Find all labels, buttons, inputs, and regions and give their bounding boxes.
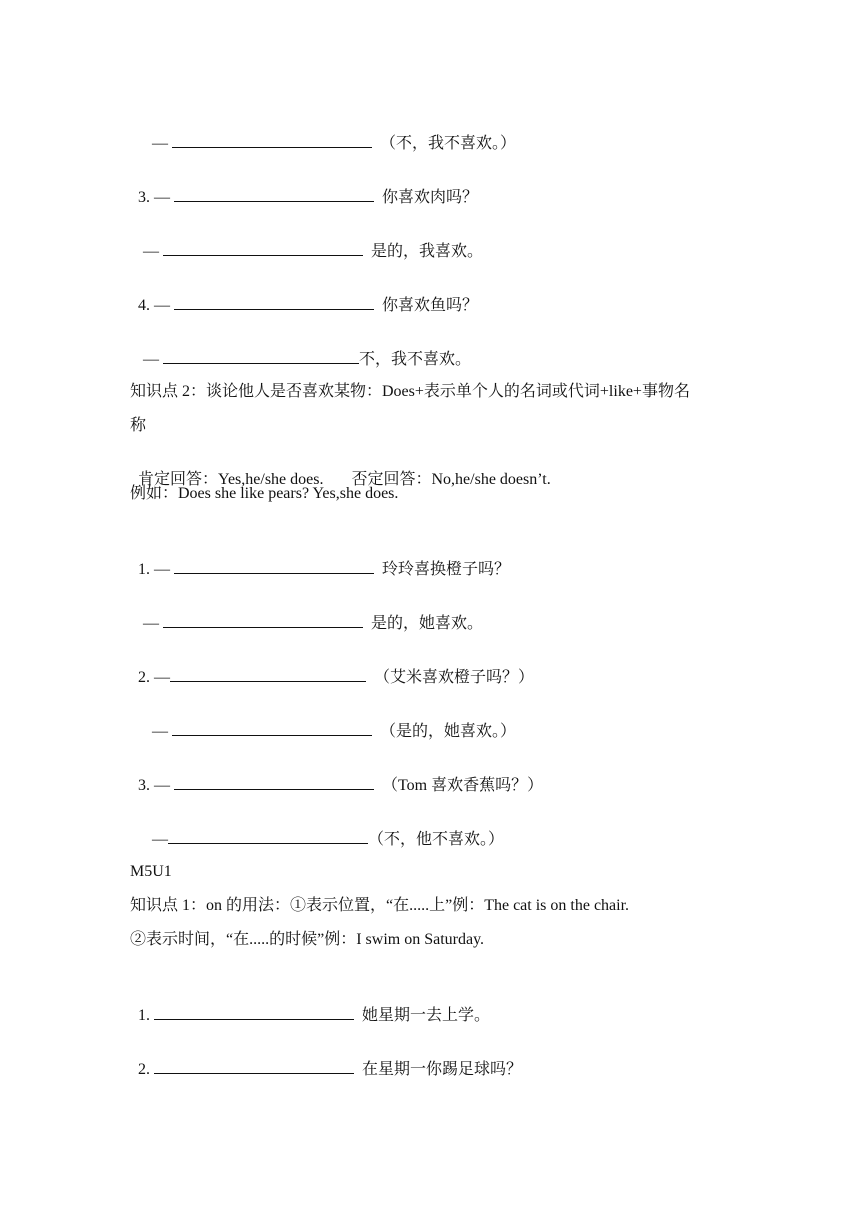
- exercise-line: [135, 592, 483, 634]
- answer-blank[interactable]: [163, 240, 363, 256]
- answer-blank[interactable]: [172, 132, 372, 148]
- hint-text: 是的，我喜欢。: [371, 243, 484, 260]
- item-number: 4.: [138, 297, 154, 314]
- exercise-line: [144, 700, 516, 742]
- answer-blank[interactable]: [174, 558, 374, 574]
- item-number: 2.: [138, 669, 154, 686]
- exercise-line: [130, 274, 478, 316]
- answer-blank[interactable]: [154, 1004, 354, 1020]
- hint-text: （Tom 喜欢香蕉吗？）: [382, 777, 544, 794]
- exercise-line: [130, 646, 534, 688]
- knowledge-point-heading: 知识点 1：on 的用法：①表示位置，“在.....上”例：The cat is on the chair.: [130, 897, 630, 914]
- exercise-line: [130, 166, 478, 208]
- hint-text: 她星期一去上学。: [362, 1007, 491, 1024]
- dash: —: [152, 135, 168, 152]
- hint-text: （艾米喜欢橙子吗？）: [374, 669, 535, 686]
- hint-text: 在星期一你踢足球吗？: [362, 1061, 523, 1078]
- answer-blank[interactable]: [163, 612, 363, 628]
- hint-text: 不，我不喜欢。: [359, 351, 472, 368]
- knowledge-point-heading-cont: 称: [130, 417, 147, 434]
- dash: —: [152, 723, 168, 740]
- exercise-line: [135, 328, 471, 370]
- dash: —: [152, 831, 168, 848]
- item-number: 3.: [138, 777, 154, 794]
- hint-text: 你喜欢肉吗？: [382, 189, 479, 206]
- item-number: 1.: [138, 561, 154, 578]
- exercise-line: [144, 808, 504, 850]
- exercise-line: [130, 1038, 522, 1080]
- answer-blank[interactable]: [174, 774, 374, 790]
- knowledge-point-heading: 知识点 2：谈论他人是否喜欢某物：Does+表示单个人的名词或代词+like+事物名: [130, 383, 690, 400]
- answer-blank[interactable]: [170, 666, 366, 682]
- dash: —: [154, 777, 170, 794]
- exercise-line: [130, 754, 543, 796]
- dash: —: [143, 615, 159, 632]
- dash: —: [143, 243, 159, 260]
- section-heading: M5U1: [130, 863, 172, 880]
- negative-answer: 否定回答：No,he/she doesn’t.: [351, 471, 551, 488]
- answer-blank[interactable]: [174, 294, 374, 310]
- answer-blank[interactable]: [163, 348, 359, 364]
- hint-text: 玲玲喜换橙子吗？: [382, 561, 511, 578]
- dash: —: [154, 297, 170, 314]
- exercise-line: [135, 220, 483, 262]
- exercise-line: [130, 538, 510, 580]
- knowledge-point-heading-cont: ②表示时间，“在.....的时候”例：I swim on Saturday.: [130, 931, 485, 948]
- hint-text: （不，我不喜欢。）: [380, 135, 517, 152]
- example-line: 例如：Does she like pears? Yes,she does.: [130, 485, 399, 502]
- positive-answer: 肯定回答：Yes,he/she does.: [138, 471, 324, 488]
- hint-text: （不，他不喜欢。）: [368, 831, 505, 848]
- hint-text: 是的，她喜欢。: [371, 615, 484, 632]
- exercise-line: [144, 112, 516, 154]
- dash: —: [143, 351, 159, 368]
- dash: —: [154, 561, 170, 578]
- answer-blank[interactable]: [174, 186, 374, 202]
- dash: —: [154, 189, 170, 206]
- item-number: 2.: [138, 1061, 154, 1078]
- hint-text: 你喜欢鱼吗？: [382, 297, 479, 314]
- item-number: 3.: [138, 189, 154, 206]
- item-number: 1.: [138, 1007, 154, 1024]
- dash: —: [154, 669, 170, 686]
- answer-blank[interactable]: [154, 1058, 354, 1074]
- exercise-line: [130, 984, 490, 1026]
- hint-text: （是的，她喜欢。）: [380, 723, 517, 740]
- answer-blank[interactable]: [168, 828, 368, 844]
- answer-blank[interactable]: [172, 720, 372, 736]
